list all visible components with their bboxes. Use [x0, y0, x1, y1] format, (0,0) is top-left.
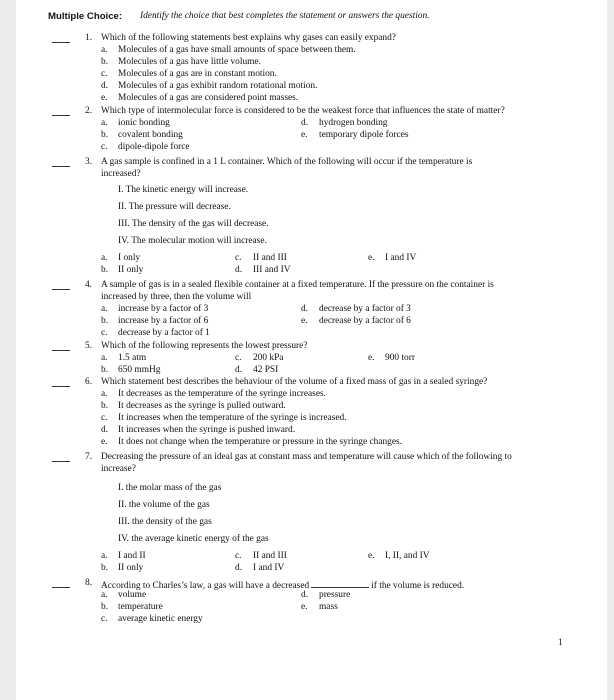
answer-blank[interactable]	[52, 461, 70, 462]
question-number: 5.	[85, 341, 93, 351]
option-letter: a.	[101, 389, 108, 399]
option-letter: c.	[101, 69, 108, 79]
option-text: temperature	[118, 602, 163, 612]
question-number: 4.	[85, 280, 93, 290]
option-letter: e.	[301, 602, 308, 612]
answer-blank[interactable]	[52, 166, 70, 167]
statement: IV. The molecular motion will increase.	[118, 236, 267, 246]
option-text: 1.5 atm	[118, 353, 147, 363]
option-text: II and III	[253, 551, 287, 561]
option-letter: e.	[301, 130, 308, 140]
option-letter: d.	[301, 118, 309, 128]
question-text-start: According to Charles’s law, a gas will have a decreased	[101, 581, 310, 591]
question-text: Which of the following statements best explains why gases can easily expand?	[101, 33, 396, 43]
question-text: Which type of intermolecular force is considered to be the weakest force that influences the state of matter?	[101, 106, 505, 116]
option-text: I, II, and IV	[385, 551, 430, 561]
option-letter: a.	[101, 590, 108, 600]
option-text: 900 torr	[385, 353, 415, 363]
question-number: 7.	[85, 452, 93, 462]
option-text: It decreases as the syringe is pulled outward.	[118, 401, 286, 411]
option-letter: d.	[301, 304, 309, 314]
option-text: average kinetic energy	[118, 614, 203, 624]
option-letter: e.	[301, 316, 308, 326]
option-letter: a.	[101, 45, 108, 55]
answer-blank[interactable]	[52, 587, 70, 588]
option-text: I only	[118, 253, 141, 263]
statement: II. The pressure will decrease.	[118, 202, 231, 212]
question-number: 8.	[85, 578, 93, 588]
answer-blank[interactable]	[52, 42, 70, 43]
option-letter: b.	[101, 602, 109, 612]
option-text: Molecules of a gas have small amounts of space between them.	[118, 45, 356, 55]
option-text: decrease by a factor of 3	[319, 304, 411, 314]
option-letter: c.	[101, 614, 108, 624]
option-text: Molecules of a gas are in constant motion.	[118, 69, 277, 79]
option-text: It increases when the syringe is pushed inward.	[118, 425, 296, 435]
option-text: increase by a factor of 3	[118, 304, 209, 314]
option-letter: b.	[101, 265, 109, 275]
option-text: temporary dipole forces	[319, 130, 409, 140]
option-letter: c.	[101, 413, 108, 423]
section-instruction: Identify the choice that best completes the statement or answers the question.	[140, 11, 430, 21]
option-text: Molecules of a gas are considered point masses.	[118, 93, 299, 103]
statement: IV. the average kinetic energy of the gas	[118, 534, 269, 544]
page-number: 1	[558, 638, 563, 648]
answer-blank[interactable]	[52, 386, 70, 387]
option-text: 42 PSI	[253, 365, 279, 375]
option-letter: e.	[368, 253, 375, 263]
option-letter: a.	[101, 551, 108, 561]
statement: I. The kinetic energy will increase.	[118, 185, 249, 195]
option-letter: d.	[101, 81, 109, 91]
option-letter: e.	[368, 353, 375, 363]
statement: III. The density of the gas will decrease.	[118, 219, 269, 229]
option-text: decrease by a factor of 1	[118, 328, 210, 338]
answer-blank[interactable]	[52, 115, 70, 116]
option-text: increase by a factor of 6	[118, 316, 209, 326]
question-text: increase?	[101, 464, 136, 474]
answer-blank[interactable]	[52, 350, 70, 351]
option-letter: a.	[101, 304, 108, 314]
option-letter: e.	[101, 437, 108, 447]
question-text	[101, 578, 464, 592]
option-text: decrease by a factor of 6	[319, 316, 411, 326]
question-number: 3.	[85, 157, 93, 167]
option-letter: c.	[235, 551, 242, 561]
option-letter: d.	[301, 590, 309, 600]
worksheet-page	[16, 0, 607, 700]
option-text: I and II	[118, 551, 146, 561]
option-letter: d.	[235, 563, 243, 573]
option-text: Molecules of a gas exhibit random rotational motion.	[118, 81, 318, 91]
question-number: 6.	[85, 377, 93, 387]
question-text: increased?	[101, 169, 141, 179]
option-letter: c.	[235, 353, 242, 363]
option-text: dipole-dipole force	[118, 142, 190, 152]
option-letter: b.	[101, 401, 109, 411]
option-text: Molecules of a gas have little volume.	[118, 57, 261, 67]
question-text: Decreasing the pressure of an ideal gas at constant mass and temperature will cause which of the following to	[101, 452, 512, 462]
question-text: A sample of gas is in a sealed flexible container at a fixed temperature. If the pressure on the container is	[101, 280, 494, 290]
option-text: hydrogen bonding	[319, 118, 388, 128]
option-letter: a.	[101, 353, 108, 363]
option-text: 650 mmHg	[118, 365, 161, 375]
option-letter: b.	[101, 130, 109, 140]
answer-blank[interactable]	[52, 289, 70, 290]
statement: II. the volume of the gas	[118, 500, 210, 510]
option-text: II only	[118, 265, 144, 275]
option-text: II only	[118, 563, 144, 573]
section-label: Multiple Choice:	[48, 11, 123, 22]
statement: III. the density of the gas	[118, 517, 212, 527]
option-text: volume	[118, 590, 147, 600]
question-text-end: if the volume is reduced.	[371, 581, 465, 591]
option-letter: d.	[101, 425, 109, 435]
question-number: 2.	[85, 106, 93, 116]
option-letter: c.	[101, 328, 108, 338]
option-text: It does not change when the temperature or pressure in the syringe changes.	[118, 437, 403, 447]
question-text: Which statement best describes the behaviour of the volume of a fixed mass of gas in a sealed syringe?	[101, 377, 488, 387]
option-letter: a.	[101, 253, 108, 263]
question-number: 1.	[85, 33, 93, 43]
option-text: I and IV	[253, 563, 285, 573]
option-letter: c.	[235, 253, 242, 263]
option-letter: d.	[235, 365, 243, 375]
option-letter: c.	[101, 142, 108, 152]
option-letter: b.	[101, 365, 109, 375]
question-text: Which of the following represents the lowest pressure?	[101, 341, 308, 351]
option-text: mass	[319, 602, 338, 612]
option-letter: e.	[101, 93, 108, 103]
option-letter: b.	[101, 57, 109, 67]
statement: I. the molar mass of the gas	[118, 483, 222, 493]
option-letter: e.	[368, 551, 375, 561]
option-letter: a.	[101, 118, 108, 128]
option-text: I and IV	[385, 253, 417, 263]
option-letter: b.	[101, 316, 109, 326]
option-text: pressure	[319, 590, 351, 600]
option-letter: d.	[235, 265, 243, 275]
option-text: 200 kPa	[253, 353, 284, 363]
fill-in-blank[interactable]	[311, 578, 369, 588]
option-text: ionic bonding	[118, 118, 170, 128]
option-text: II and III	[253, 253, 287, 263]
option-text: covalent bonding	[118, 130, 183, 140]
option-text: III and IV	[253, 265, 291, 275]
option-text: It decreases as the temperature of the syringe increases.	[118, 389, 326, 399]
option-letter: b.	[101, 563, 109, 573]
question-text: increased by three, then the volume will	[101, 292, 252, 302]
option-text: It increases when the temperature of the syringe is increased.	[118, 413, 347, 423]
question-text: A gas sample is confined in a 1 L container. Which of the following will occur if the temperature is	[101, 157, 473, 167]
